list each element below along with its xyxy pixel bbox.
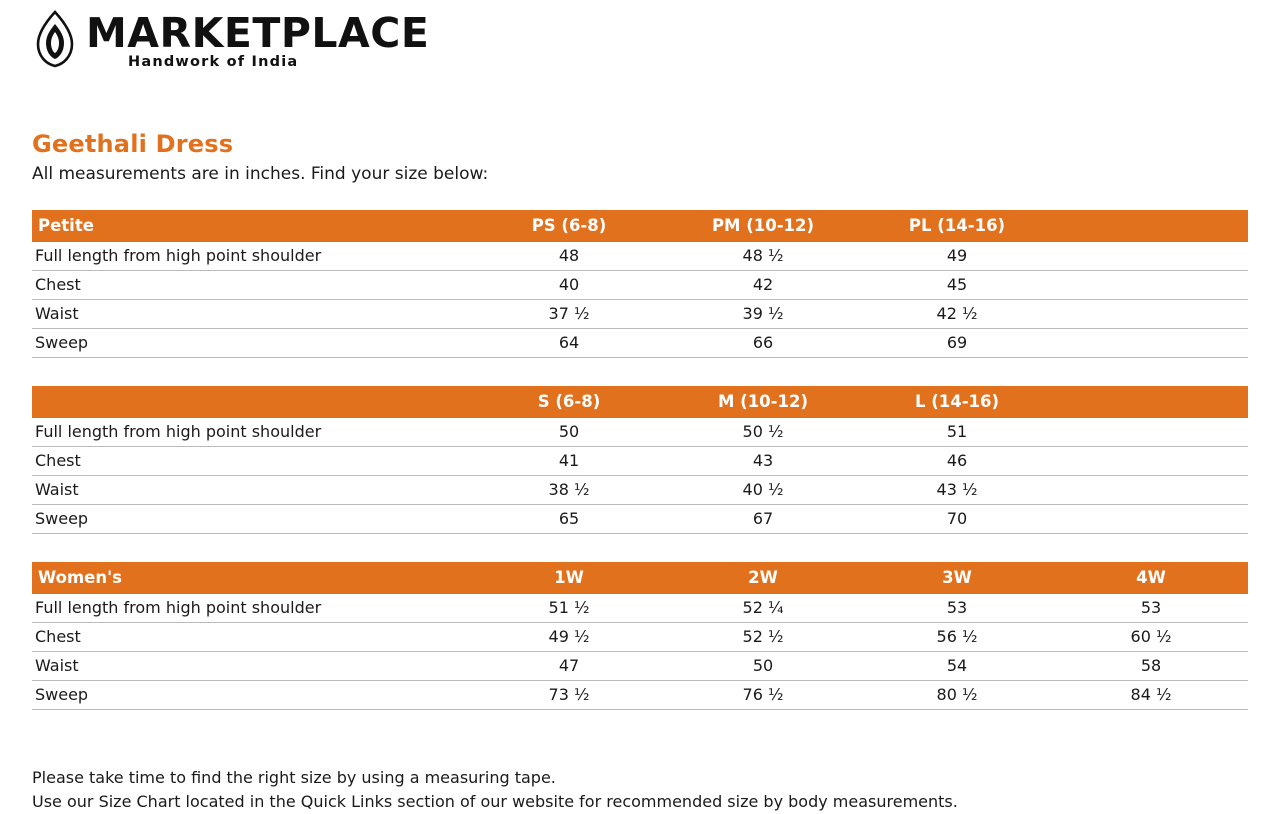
row-value: 40 ½ (666, 476, 860, 505)
row-value: 65 (472, 505, 666, 534)
row-value: 76 ½ (666, 681, 860, 710)
table-row (32, 652, 1248, 681)
row-value: 52 ½ (666, 623, 860, 652)
row-label: Full length from high point shoulder (32, 242, 472, 271)
row-value: 48 ½ (666, 242, 860, 271)
table-header-cell: PS (6-8) (472, 210, 666, 242)
table-header-cell: S (6-8) (472, 386, 666, 418)
table-row (32, 418, 1248, 447)
table-header-cell: M (10-12) (666, 386, 860, 418)
row-value: 48 (472, 242, 666, 271)
table-row (32, 447, 1248, 476)
row-value: 80 ½ (860, 681, 1054, 710)
row-value: 52 ¼ (666, 594, 860, 623)
row-value: 50 (472, 418, 666, 447)
row-value: 56 ½ (860, 623, 1054, 652)
row-value: 66 (666, 329, 860, 358)
row-value-empty (1054, 476, 1248, 505)
row-value: 49 ½ (472, 623, 666, 652)
row-label: Chest (32, 271, 472, 300)
footer-line-2: Use our Size Chart located in the Quick Links section of our website for recommended size by body measurements. (32, 792, 958, 811)
row-value: 38 ½ (472, 476, 666, 505)
table-header-cell-empty (1054, 386, 1248, 418)
table-row (32, 623, 1248, 652)
size-table-womens (32, 562, 1248, 710)
table-header-cell: 3W (860, 562, 1054, 594)
table-header-label: Women's (32, 562, 472, 594)
table-row (32, 476, 1248, 505)
row-value-empty (1054, 447, 1248, 476)
row-value: 51 (860, 418, 1054, 447)
table-row (32, 681, 1248, 710)
table-row (32, 505, 1248, 534)
row-value: 67 (666, 505, 860, 534)
brand-text (86, 10, 429, 70)
table-header-row (32, 210, 1248, 242)
row-value: 42 ½ (860, 300, 1054, 329)
row-value: 45 (860, 271, 1054, 300)
row-value: 39 ½ (666, 300, 860, 329)
size-table-regular (32, 386, 1248, 534)
table-header-cell: PM (10-12) (666, 210, 860, 242)
row-label: Waist (32, 652, 472, 681)
row-value: 40 (472, 271, 666, 300)
lotus-mark-icon (32, 10, 78, 68)
row-value: 50 ½ (666, 418, 860, 447)
row-value: 37 ½ (472, 300, 666, 329)
row-label: Sweep (32, 681, 472, 710)
table-header-label: Petite (32, 210, 472, 242)
row-value: 53 (860, 594, 1054, 623)
table-header-cell: L (14-16) (860, 386, 1054, 418)
page-title: Geethali Dress (32, 130, 234, 158)
row-value: 51 ½ (472, 594, 666, 623)
row-label: Chest (32, 623, 472, 652)
row-label: Chest (32, 447, 472, 476)
row-label: Full length from high point shoulder (32, 418, 472, 447)
brand-name: MARKETPLACE (86, 9, 430, 57)
row-label: Full length from high point shoulder (32, 594, 472, 623)
table-header-cell-empty (1054, 210, 1248, 242)
table-header-cell: PL (14-16) (860, 210, 1054, 242)
row-value-empty (1054, 505, 1248, 534)
row-value: 58 (1054, 652, 1248, 681)
row-value: 49 (860, 242, 1054, 271)
table-row (32, 271, 1248, 300)
row-value: 60 ½ (1054, 623, 1248, 652)
table-header-cell: 4W (1054, 562, 1248, 594)
table-header-row (32, 386, 1248, 418)
row-value-empty (1054, 242, 1248, 271)
brand-tagline: Handwork of India (128, 54, 299, 70)
footer-line-1: Please take time to find the right size by using a measuring tape. (32, 768, 556, 787)
table-row (32, 300, 1248, 329)
row-value: 84 ½ (1054, 681, 1248, 710)
row-value: 41 (472, 447, 666, 476)
row-value: 46 (860, 447, 1054, 476)
row-value-empty (1054, 418, 1248, 447)
row-value: 73 ½ (472, 681, 666, 710)
footer-note (32, 766, 1248, 814)
table-row (32, 594, 1248, 623)
row-label: Waist (32, 476, 472, 505)
row-value: 50 (666, 652, 860, 681)
row-value: 54 (860, 652, 1054, 681)
table-header-row (32, 562, 1248, 594)
row-value-empty (1054, 271, 1248, 300)
row-label: Waist (32, 300, 472, 329)
table-header-cell: 1W (472, 562, 666, 594)
row-value: 47 (472, 652, 666, 681)
row-value: 64 (472, 329, 666, 358)
row-value: 69 (860, 329, 1054, 358)
size-table-petite (32, 210, 1248, 358)
page-subtitle: All measurements are in inches. Find your size below: (32, 164, 489, 184)
brand-logo (32, 0, 1248, 82)
row-value: 43 ½ (860, 476, 1054, 505)
row-value: 70 (860, 505, 1054, 534)
row-value-empty (1054, 300, 1248, 329)
table-header-cell: 2W (666, 562, 860, 594)
row-value-empty (1054, 329, 1248, 358)
table-row (32, 242, 1248, 271)
row-value: 43 (666, 447, 860, 476)
row-label: Sweep (32, 505, 472, 534)
row-value: 53 (1054, 594, 1248, 623)
table-row (32, 329, 1248, 358)
row-label: Sweep (32, 329, 472, 358)
row-value: 42 (666, 271, 860, 300)
table-header-label (32, 386, 472, 418)
